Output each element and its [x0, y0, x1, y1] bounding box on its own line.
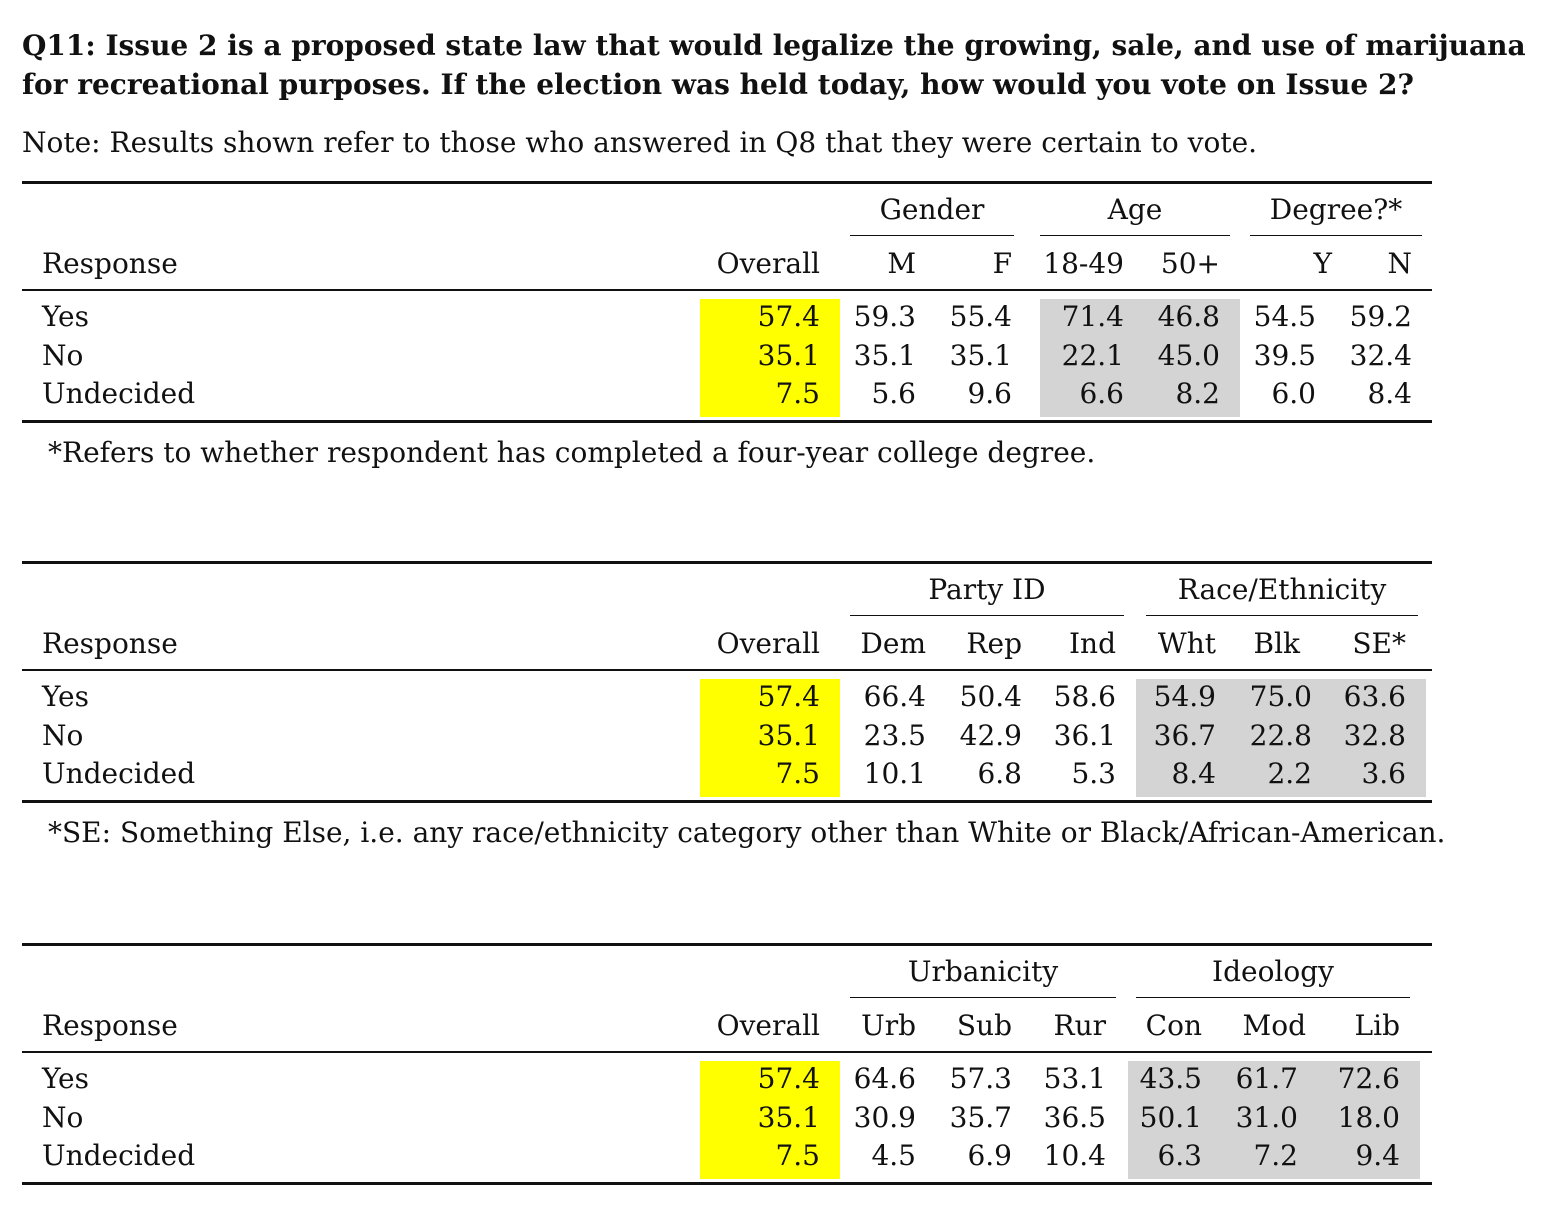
- group-rule-age: [1040, 235, 1230, 236]
- cell-no-blk: 22.8: [1249, 719, 1312, 752]
- row-label-no: No: [42, 1101, 84, 1134]
- cell-no-se: 32.8: [1343, 719, 1406, 752]
- table-party-race: [22, 561, 1432, 807]
- header-rep: Rep: [966, 627, 1022, 660]
- cell-undecided-18-49: 6.6: [1079, 377, 1124, 410]
- cell-undecided-f: 9.6: [967, 377, 1012, 410]
- table-top-rule: [22, 561, 1432, 564]
- cell-undecided-wht: 8.4: [1171, 757, 1216, 790]
- cell-yes-lib: 72.6: [1337, 1062, 1400, 1095]
- cell-yes-ind: 58.6: [1053, 680, 1116, 713]
- cell-undecided-con: 6.3: [1157, 1139, 1202, 1172]
- cell-undecided-dem: 10.1: [863, 757, 926, 790]
- cell-no-ind: 36.1: [1053, 719, 1116, 752]
- table-top-rule: [22, 181, 1432, 184]
- table-gender-age-degree: [22, 181, 1432, 427]
- cell-yes-urb: 64.6: [853, 1062, 916, 1095]
- cell-undecided-m: 5.6: [871, 377, 916, 410]
- cell-no-f: 35.1: [949, 339, 1012, 372]
- cell-no-con: 50.1: [1139, 1101, 1202, 1134]
- header-response: Response: [42, 1009, 178, 1042]
- question-title: [22, 26, 1542, 104]
- cell-undecided-50plus: 8.2: [1175, 377, 1220, 410]
- cell-yes-overall: 57.4: [757, 1062, 820, 1095]
- cell-yes-rep: 50.4: [959, 680, 1022, 713]
- cell-yes-m: 59.3: [853, 300, 916, 333]
- header-f: F: [992, 247, 1012, 280]
- cell-no-50plus: 45.0: [1157, 339, 1220, 372]
- header-overall: Overall: [716, 1009, 820, 1042]
- cell-yes-f: 55.4: [949, 300, 1012, 333]
- cell-undecided-n: 8.4: [1367, 377, 1412, 410]
- header-blk: Blk: [1253, 627, 1300, 660]
- group-gender: Gender: [879, 193, 985, 226]
- header-overall: Overall: [716, 627, 820, 660]
- table-top-rule: [22, 943, 1432, 946]
- row-label-undecided: Undecided: [42, 757, 196, 790]
- group-rule-gender: [850, 235, 1014, 236]
- group-rule-degree: [1250, 235, 1422, 236]
- cell-yes-overall: 57.4: [757, 300, 820, 333]
- header-rur: Rur: [1053, 1009, 1106, 1042]
- header-18-49: 18-49: [1043, 247, 1124, 280]
- cell-no-n: 32.4: [1349, 339, 1412, 372]
- header-se: SE*: [1352, 627, 1406, 660]
- cell-undecided-mod: 7.2: [1253, 1139, 1298, 1172]
- header-ind: Ind: [1068, 627, 1116, 660]
- cell-undecided-overall: 7.5: [775, 1139, 820, 1172]
- row-label-undecided: Undecided: [42, 1139, 196, 1172]
- group-rule-race: [1146, 615, 1418, 616]
- table-header-rule: [22, 669, 1432, 671]
- header-mod: Mod: [1242, 1009, 1306, 1042]
- group-race-ethnicity: Race/Ethnicity: [1177, 573, 1387, 606]
- cell-no-overall: 35.1: [757, 1101, 820, 1134]
- header-con: Con: [1145, 1009, 1202, 1042]
- cell-undecided-rur: 10.4: [1043, 1139, 1106, 1172]
- question-line-1: Q11: Issue 2 is a proposed state law that would legalize the growing, sale, and use of marijuana: [22, 29, 1526, 62]
- header-urb: Urb: [861, 1009, 916, 1042]
- cell-yes-se: 63.6: [1343, 680, 1406, 713]
- cell-yes-rur: 53.1: [1043, 1062, 1106, 1095]
- cell-yes-blk: 75.0: [1249, 680, 1312, 713]
- cell-yes-dem: 66.4: [863, 680, 926, 713]
- footnote-degree: *Refers to whether respondent has completed a four-year college degree.: [48, 436, 1096, 469]
- row-label-undecided: Undecided: [42, 377, 196, 410]
- header-dem: Dem: [860, 627, 926, 660]
- table-bottom-rule: [22, 420, 1432, 423]
- cell-undecided-overall: 7.5: [775, 757, 820, 790]
- cell-no-y: 39.5: [1253, 339, 1316, 372]
- cell-yes-y: 54.5: [1253, 300, 1316, 333]
- group-degree: Degree?*: [1269, 193, 1403, 226]
- row-label-no: No: [42, 339, 84, 372]
- header-lib: Lib: [1354, 1009, 1400, 1042]
- cell-undecided-lib: 9.4: [1355, 1139, 1400, 1172]
- cell-no-rur: 36.5: [1043, 1101, 1106, 1134]
- cell-no-wht: 36.7: [1153, 719, 1216, 752]
- header-response: Response: [42, 627, 178, 660]
- cell-no-mod: 31.0: [1235, 1101, 1298, 1134]
- cell-yes-50plus: 46.8: [1157, 300, 1220, 333]
- row-label-yes: Yes: [42, 1062, 89, 1095]
- header-response: Response: [42, 247, 178, 280]
- cell-undecided-overall: 7.5: [775, 377, 820, 410]
- cell-no-rep: 42.9: [959, 719, 1022, 752]
- cell-undecided-blk: 2.2: [1267, 757, 1312, 790]
- cell-no-sub: 35.7: [949, 1101, 1012, 1134]
- row-label-yes: Yes: [42, 300, 89, 333]
- row-label-no: No: [42, 719, 84, 752]
- cell-no-overall: 35.1: [757, 339, 820, 372]
- header-sub: Sub: [956, 1009, 1012, 1042]
- cell-no-dem: 23.5: [863, 719, 926, 752]
- group-rule-ideology: [1136, 997, 1410, 998]
- question-line-2: for recreational purposes. If the election was held today, how would you vote on Issue 2?: [22, 68, 1414, 101]
- cell-yes-18-49: 71.4: [1061, 300, 1124, 333]
- cell-undecided-rep: 6.8: [977, 757, 1022, 790]
- table-urbanicity-ideology: [22, 943, 1432, 1189]
- cell-yes-con: 43.5: [1139, 1062, 1202, 1095]
- cell-undecided-urb: 4.5: [871, 1139, 916, 1172]
- cell-no-18-49: 22.1: [1061, 339, 1124, 372]
- cell-undecided-y: 6.0: [1271, 377, 1316, 410]
- cell-undecided-sub: 6.9: [967, 1139, 1012, 1172]
- table-bottom-rule: [22, 800, 1432, 803]
- group-rule-urbanicity: [850, 997, 1116, 998]
- cell-yes-wht: 54.9: [1153, 680, 1216, 713]
- group-rule-party: [850, 615, 1124, 616]
- cell-undecided-ind: 5.3: [1071, 757, 1116, 790]
- header-overall: Overall: [716, 247, 820, 280]
- table-bottom-rule: [22, 1182, 1432, 1185]
- cell-undecided-se: 3.6: [1361, 757, 1406, 790]
- group-age: Age: [1107, 193, 1163, 226]
- cell-no-m: 35.1: [853, 339, 916, 372]
- header-wht: Wht: [1157, 627, 1216, 660]
- footnote-race: *SE: Something Else, i.e. any race/ethnicity category other than White or Black/African-American.: [48, 816, 1446, 849]
- group-ideology: Ideology: [1212, 955, 1334, 988]
- cell-yes-sub: 57.3: [949, 1062, 1012, 1095]
- cell-no-overall: 35.1: [757, 719, 820, 752]
- cell-yes-overall: 57.4: [757, 680, 820, 713]
- cell-no-lib: 18.0: [1337, 1101, 1400, 1134]
- header-y: Y: [1313, 247, 1332, 280]
- table-header-rule: [22, 1051, 1432, 1053]
- cell-yes-n: 59.2: [1349, 300, 1412, 333]
- header-50plus: 50+: [1160, 247, 1220, 280]
- cell-no-urb: 30.9: [853, 1101, 916, 1134]
- table-header-rule: [22, 289, 1432, 291]
- header-n: N: [1387, 247, 1412, 280]
- group-urbanicity: Urbanicity: [907, 955, 1059, 988]
- row-label-yes: Yes: [42, 680, 89, 713]
- header-m: M: [887, 247, 916, 280]
- note-text: Note: Results shown refer to those who answered in Q8 that they were certain to vote.: [22, 126, 1258, 159]
- group-party-id: Party ID: [928, 573, 1046, 606]
- cell-yes-mod: 61.7: [1235, 1062, 1298, 1095]
